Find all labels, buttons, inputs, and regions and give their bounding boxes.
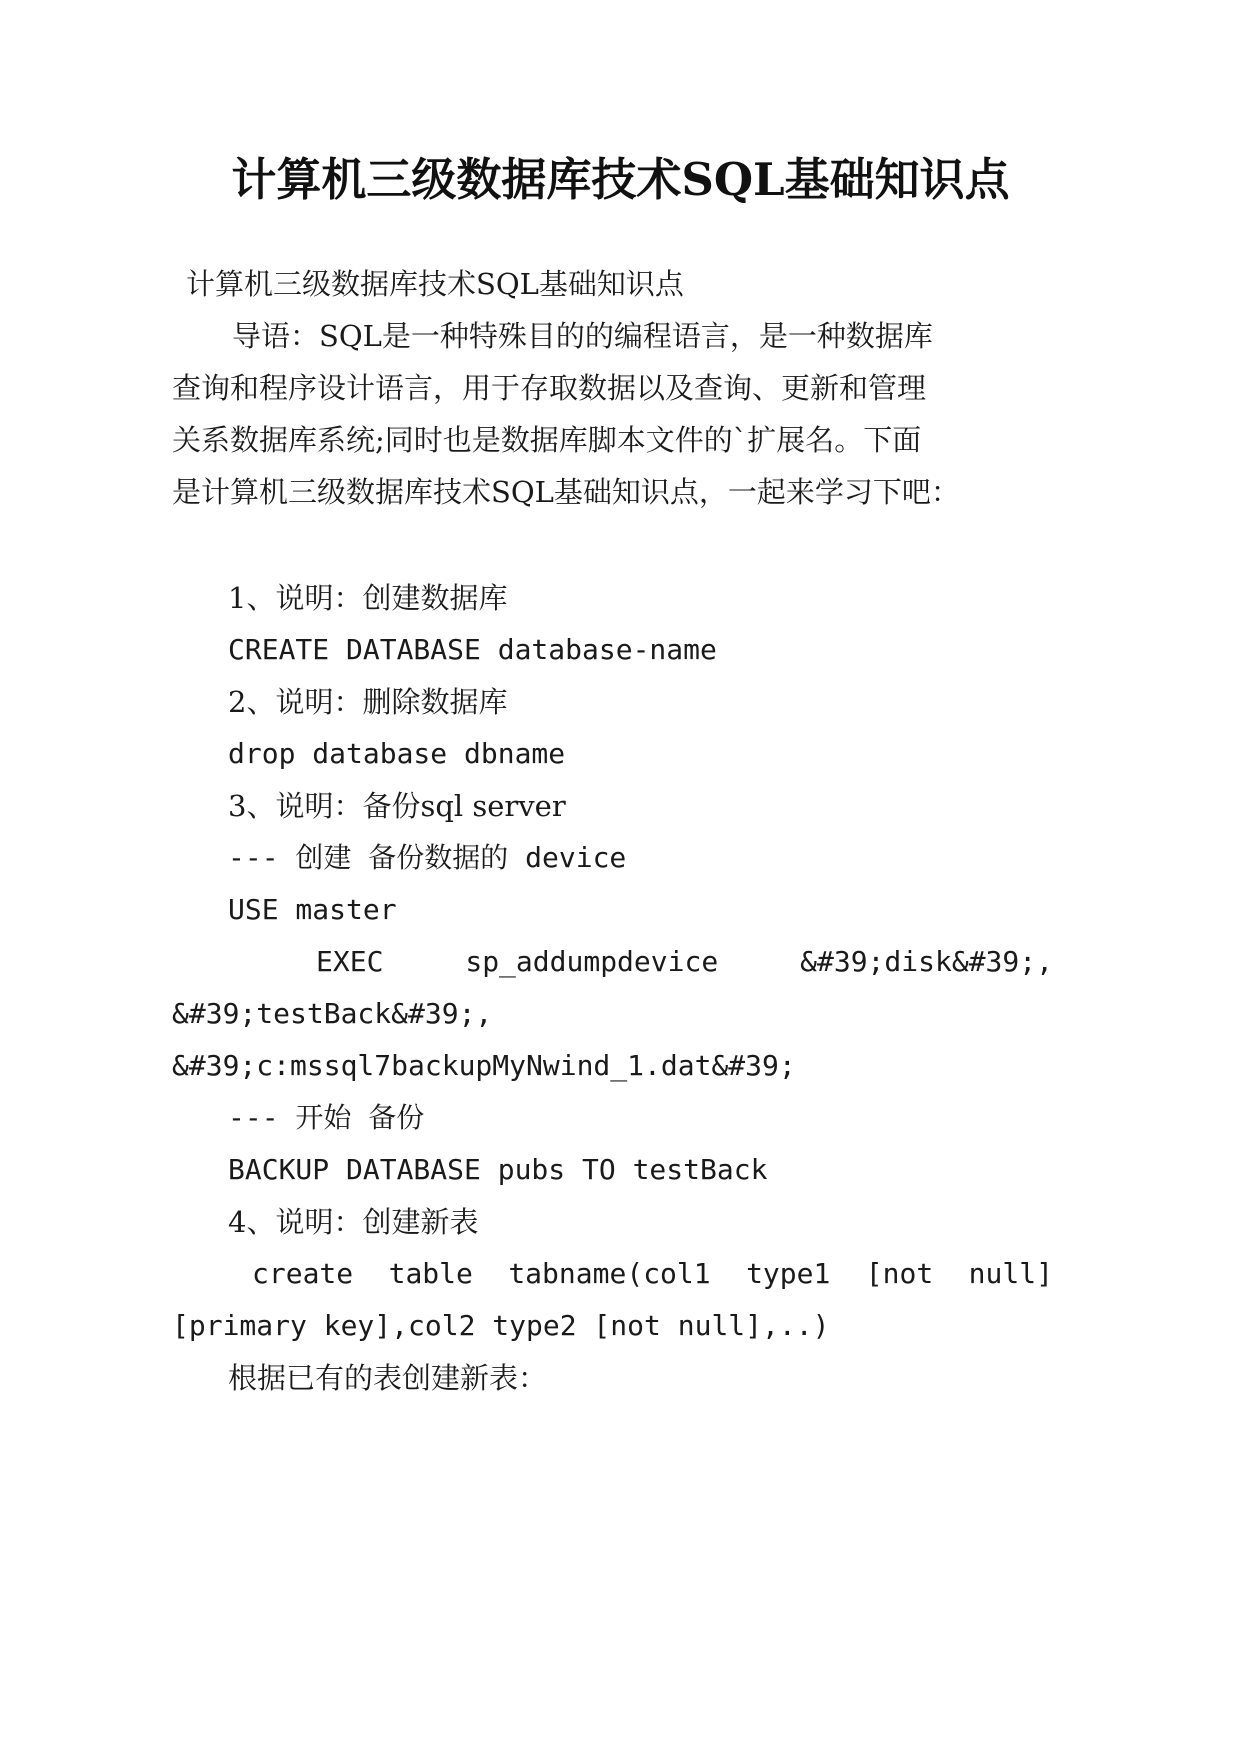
code-token: type1 <box>746 1257 831 1290</box>
item3-description: 3、说明：备份sql server <box>228 789 566 823</box>
intro-line-4: 是计算机三级数据库技术SQL基础知识点，一起来学习下吧： <box>172 475 960 509</box>
exec-arg-disk: &#39;disk&#39;, <box>800 945 1053 978</box>
item3-code-use: USE master <box>228 893 397 926</box>
item4-note: 根据已有的表创建新表： <box>228 1361 548 1395</box>
document-title: 计算机三级数据库技术SQL基础知识点 <box>231 153 1010 206</box>
item3-comment-start: --- 开始 备份 <box>228 1101 425 1134</box>
item3-exec-line-3: &#39;c:mssql7backupMyNwind_1.dat&#39; <box>172 1049 796 1082</box>
intro-line-2: 查询和程序设计语言，用于存取数据以及查询、更新和管理 <box>172 371 927 405</box>
code-token: create <box>252 1257 354 1290</box>
document-subtitle: 计算机三级数据库技术SQL基础知识点 <box>186 267 684 301</box>
exec-keyword: EXEC <box>316 945 384 978</box>
item4-description: 4、说明：创建新表 <box>228 1205 479 1239</box>
item3-comment-create: --- 创建 备份数据的 device <box>228 841 627 874</box>
item4-code-line <box>252 1254 1053 1294</box>
item4-code-line-2: [primary key],col2 type2 [not null],..) <box>172 1309 830 1342</box>
item3-exec-line-2: &#39;testBack&#39;, <box>172 997 493 1030</box>
code-token: tabname(col1 <box>508 1257 711 1290</box>
item2-code: drop database dbname <box>228 737 566 770</box>
item3-code-backup: BACKUP DATABASE pubs TO testBack <box>228 1153 768 1186</box>
item3-exec-line <box>316 942 1053 982</box>
intro-line-1: 导语：SQL是一种特殊目的的编程语言，是一种数据库 <box>232 319 933 353</box>
exec-procedure: sp_addumpdevice <box>465 945 719 978</box>
code-token: table <box>388 1257 473 1290</box>
item1-description: 1、说明：创建数据库 <box>228 581 508 615</box>
item2-description: 2、说明：删除数据库 <box>228 685 508 719</box>
code-token: [not <box>865 1257 934 1290</box>
intro-line-3: 关系数据库系统;同时也是数据库脚本文件的`扩展名。下面 <box>172 423 922 457</box>
code-token: null] <box>968 1257 1053 1290</box>
item1-code: CREATE DATABASE database-name <box>228 633 717 666</box>
